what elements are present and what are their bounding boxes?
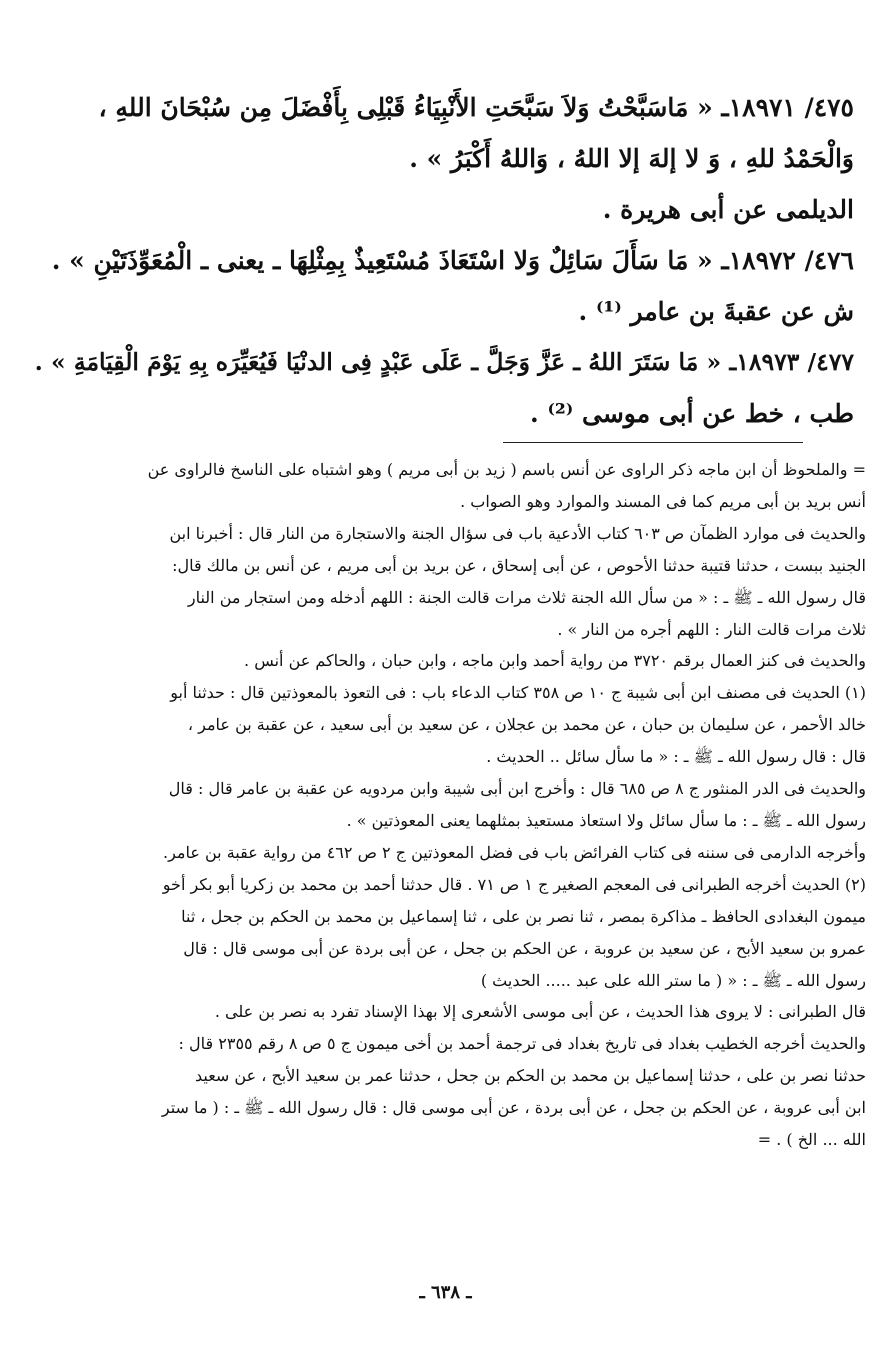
footnote-2-line: رسول الله ـ ﷺ ـ : « ( ما ستر الله على عبد ..... الحديث ) xyxy=(480,970,866,990)
footnote-1-line: (١) الحديث فى مصنف ابن أبى شيبة ج ١٠ ص ٣٥٨ كتاب الدعاء باب : فى التعوذ بالمعوذتين قال : حدثنا أبو xyxy=(170,683,866,703)
footnote-2-line: حدثنا نصر بن على ، حدثنا إسماعيل بن محمد بن الحكم بن جحل ، حدثنا عمر بن سعيد الأبح ، عن سعيد xyxy=(194,1066,866,1086)
footnote-line: والحديث فى كنز العمال برقم ٣٧٢٠ من رواية أحمد وابن ماجه ، وابن حبان ، والحاكم عن أنس . xyxy=(244,651,866,671)
footnote-2-line: ميمون البغدادى الحافظ ـ مذاكرة بمصر ، ثنا نصر بن على ، ثنا إسماعيل بن محمد بن الحكم بن جحل ، ثنا xyxy=(181,906,866,926)
footnote-line: = والملحوظ أن ابن ماجه ذكر الراوى عن أنس باسم ( زيد بن أبى مريم ) وهو اشتباه على الناسخ فالراوى عن xyxy=(147,460,866,479)
footnote-1-line: والحديث فى الدر المنثور ج ٨ ص ٦٨٥ قال : وأخرج ابن أبى شيبة وابن مردويه عن عقبة بن عامر قال : قال xyxy=(168,779,866,799)
footnote-line: ثلاث مرات قالت النار : اللهم أجره من النار » . xyxy=(557,619,866,639)
footnote-line: قال رسول الله ـ ﷺ ـ : « من سأل الله الجنة ثلاث مرات قالت الجنة : اللهم أدخله ومن استجار من النار xyxy=(187,587,866,607)
hadith-476-source: ش عن عقبةَ بن عامر ⁽¹⁾ . xyxy=(578,297,854,326)
footnotes xyxy=(22,454,866,1156)
footnote-2-line: والحديث أخرجه الخطيب بغداد فى تاريخ بغداد فى ترجمة أحمد بن أخى ميمون ج ٥ ص ٨ رقم ٢٣٥٥ قال : xyxy=(178,1034,866,1054)
footnote-1-line: رسول الله ـ ﷺ ـ : ما سأل سائل ولا استعاذ مستعيذ بمثلهما يعنى المعوذتين » . xyxy=(346,810,866,830)
footnote-separator xyxy=(503,442,803,443)
footnote-1-line: خالد الأحمر ، عن سليمان بن حبان ، عن محمد بن عجلان ، عن سعيد بن أبى سعيد ، عن عقبة بن عامر ، xyxy=(187,715,866,735)
hadith-476: ٤٧٦/ ١٨٩٧٢ـ « مَا سَأَلَ سَائِلٌ وَلا اسْتَعَاذَ مُسْتَعِيذٌ بِمِثْلِهَا ـ يعنى ـ الْمُعَوِّذَتَيْنِ » . xyxy=(51,246,854,275)
footnote-line: والحديث فى موارد الظمآن ص ٦٠٣ كتاب الأدعية باب فى سؤال الجنة والاستجارة من النار قال : أخبرنا ابن xyxy=(169,523,866,543)
footnote-line: الجنيد ببست ، حدثنا قتيبة حدثنا الأحوص ، عن أبى إسحاق ، عن بريد بن أبى مريم ، عن أنس بن مالك قال: xyxy=(172,555,866,575)
hadith-477-source: طب ، خط عن أبى موسى ⁽²⁾ . xyxy=(530,399,854,428)
footnote-1-line: قال : قال رسول الله ـ ﷺ ـ : « ما سأل سائل .. الحديث . xyxy=(486,747,866,767)
footnote-2-line: قال الطبرانى : لا يروى هذا الحديث ، عن أبى موسى الأشعرى إلا بهذا الإسناد تفرد به نصر بن على . xyxy=(214,1002,866,1022)
footnote-2-line: (٢) الحديث أخرجه الطبرانى فى المعجم الصغير ج ١ ص ٧١ . قال حدثنا أحمد بن محمد بن زكريا أبو بكر أخو xyxy=(162,874,866,894)
hadith-477: ٤٧٧/ ١٨٩٧٣ـ « مَا سَتَرَ اللهُ ـ عَزَّ وَجَلَّ ـ عَلَى عَبْدٍ فِى الدنْيَا فَيُعَيِّرَه بِهِ يَوْمَ الْقِيَامَةِ » . xyxy=(34,348,854,376)
footnote-1-line: وأخرجه الدارمى فى سننه فى كتاب الفرائض باب فى فضل المعوذتين ج ٢ ص ٤٦٢ من رواية عقبة بن عامر. xyxy=(163,842,866,862)
footnote-2-line: الله ... الخ ) . = xyxy=(757,1130,866,1150)
hadith-475-line-1: ٤٧٥/ ١٨٩٧١ـ « مَاسَبَّحْتُ وَلاَ سَبَّحَتِ الأَنْبِيَاءُ قَبْلِى بِأَفْضَلَ مِن سُبْحَانَ اللهِ ، xyxy=(98,93,854,122)
hadith-475-line-2: وَالْحَمْدُ للهِ ، وَ لا إلهَ إلا اللهُ ، وَاللهُ أَكْبَرُ » . xyxy=(409,144,854,173)
footnote-line: أنس بريد بن أبى مريم كما فى المسند والموارد وهو الصواب . xyxy=(460,491,866,511)
footnote-2-line: عمرو بن سعيد الأبح ، عن سعيد بن عروبة ، عن الحكم بن جحل ، عن أبى بردة عن أبى موسى قال : قال xyxy=(183,938,866,958)
hadith-text xyxy=(30,82,854,439)
hadith-475-source: الديلمى عن أبى هريرة . xyxy=(602,195,854,224)
footnote-2-line: ابن أبى عروبة ، عن الحكم بن جحل ، عن أبى بردة ، عن أبى موسى قال : قال رسول الله ـ ﷺ ـ : ( ما ستر xyxy=(161,1098,866,1118)
page-number: ـ ٦٣٨ ـ xyxy=(419,1282,472,1303)
